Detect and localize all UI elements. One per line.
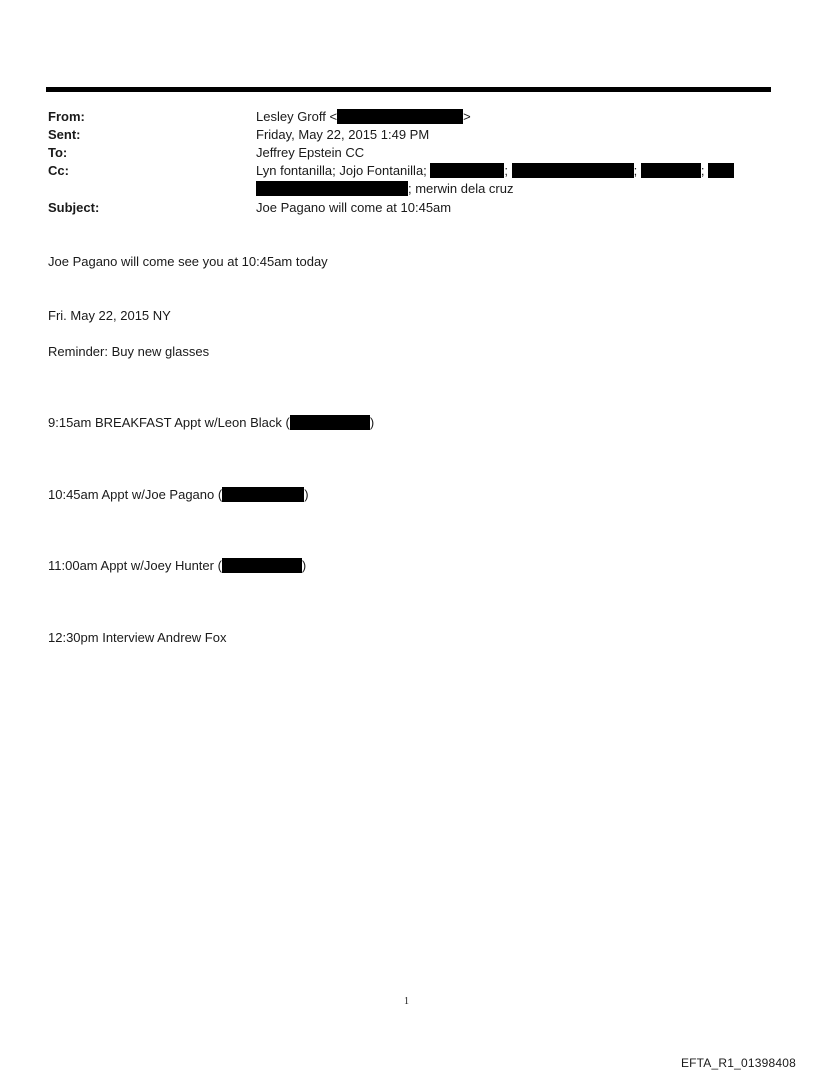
reminder-line: Reminder: Buy new glasses: [48, 344, 210, 359]
redaction-block: [222, 558, 302, 573]
appointment-text: 10:45am Appt w/Joe Pagano (: [48, 487, 223, 502]
cc-value: [256, 162, 734, 180]
to-label: To:: [48, 145, 68, 160]
appointment-text: 9:15am BREAKFAST Appt w/Leon Black (: [48, 415, 290, 430]
sent-label: Sent:: [48, 127, 81, 142]
from-close: >: [463, 109, 471, 124]
redaction-block: [256, 181, 408, 196]
cc-separator: ;: [633, 163, 638, 178]
appointment-line: [48, 486, 309, 504]
from-value: [256, 108, 471, 126]
from-name: Lesley Groff <: [256, 109, 338, 124]
to-value: Jeffrey Epstein CC: [256, 145, 365, 160]
paren-close: ): [304, 487, 309, 502]
redaction-block: [708, 163, 734, 178]
appointment-text: 11:00am Appt w/Joey Hunter (: [48, 558, 222, 573]
redaction-block: [290, 415, 370, 430]
bates-number: EFTA_R1_01398408: [680, 1056, 796, 1070]
message-date: Fri. May 22, 2015 NY: [48, 308, 171, 323]
redaction-block: [512, 163, 634, 178]
header-rule: [46, 87, 771, 92]
cc-tail: ; merwin dela cruz: [408, 181, 514, 196]
cc-value-continued: [256, 180, 513, 198]
message-line: Joe Pagano will come see you at 10:45am today: [48, 254, 328, 269]
cc-separator: ;: [504, 163, 509, 178]
from-label: From:: [48, 109, 85, 124]
sent-value: Friday, May 22, 2015 1:49 PM: [256, 127, 430, 142]
cc-separator: ;: [700, 163, 705, 178]
redaction-block: [222, 487, 304, 502]
cc-label: Cc:: [48, 163, 69, 178]
page-number: 1: [404, 996, 409, 1007]
appointment-line: [48, 557, 306, 575]
subject-label: Subject:: [48, 200, 100, 215]
appointment-line: 12:30pm Interview Andrew Fox: [48, 630, 227, 645]
redaction-block: [337, 109, 463, 124]
cc-names: Lyn fontanilla; Jojo Fontanilla;: [256, 163, 427, 178]
paren-close: ): [301, 558, 307, 573]
redaction-block: [430, 163, 504, 178]
appointment-line: [48, 414, 374, 432]
subject-value: Joe Pagano will come at 10:45am: [256, 200, 452, 215]
paren-close: ): [369, 415, 375, 430]
redaction-block: [641, 163, 701, 178]
